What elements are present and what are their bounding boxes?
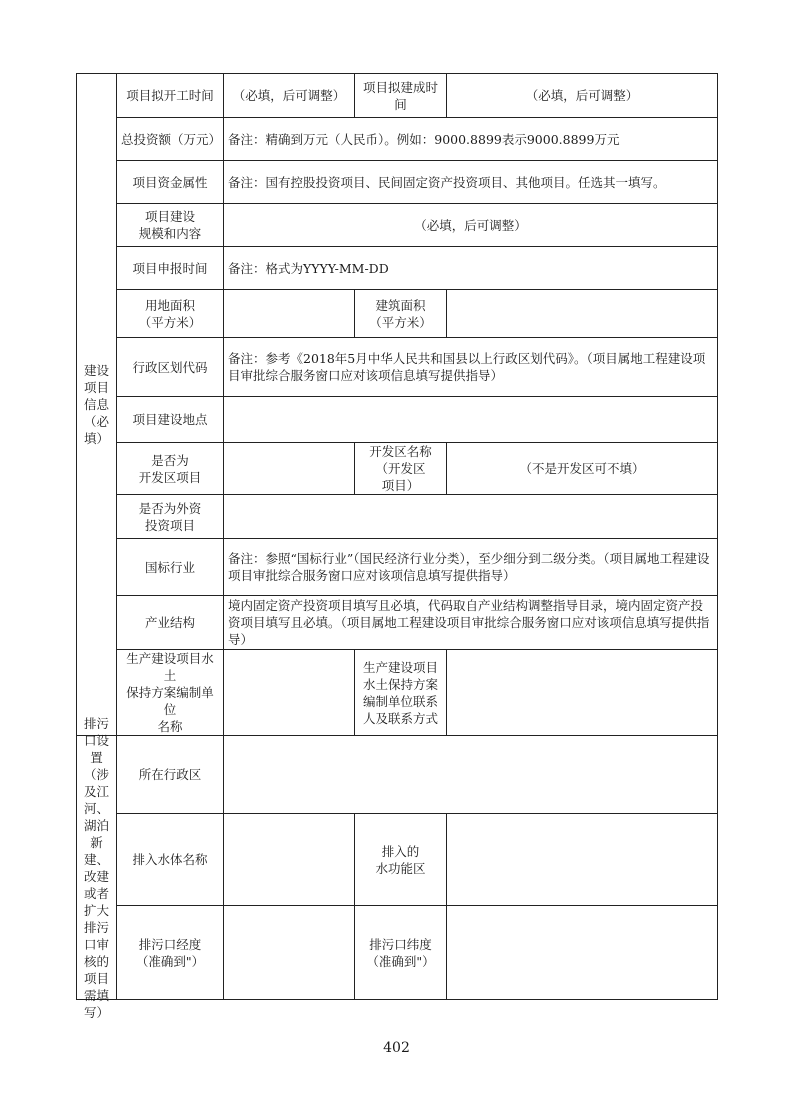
row-location bbox=[77, 397, 718, 443]
row-start-date bbox=[77, 74, 718, 118]
label-dev-zone: 是否为 开发区项目 bbox=[117, 443, 224, 495]
row-fund-attribute bbox=[77, 161, 718, 204]
label-division-code: 行政区划代码 bbox=[117, 338, 224, 397]
row-coordinates bbox=[77, 906, 718, 1000]
row-scale-content bbox=[77, 204, 718, 247]
label-dev-zone-name: 开发区名称 （开发区 项目） bbox=[355, 443, 447, 495]
label-industry: 国标行业 bbox=[117, 539, 224, 596]
value-division-code[interactable]: 备注：参考《2018年5月中华人民共和国县以上行政区划代码》。（项目属地工程建设项目审批综合服务窗口应对该项信息填写提供指导） bbox=[224, 338, 718, 397]
label-land-area: 用地面积 （平方米） bbox=[117, 290, 224, 338]
label-soil-plan-contact: 生产建设项目 水土保持方案 编制单位联系 人及联系方式 bbox=[355, 650, 447, 736]
value-fund-attribute[interactable]: 备注：国有控股投资项目、民间固定资产投资项目、其他项目。任选其一填写。 bbox=[224, 161, 718, 204]
row-declare-date bbox=[77, 247, 718, 290]
value-water-function-zone[interactable] bbox=[447, 814, 718, 906]
row-soil-plan bbox=[77, 650, 718, 736]
row-area bbox=[77, 290, 718, 338]
label-industry-structure: 产业结构 bbox=[117, 596, 224, 650]
label-water-function-zone: 排入的 水功能区 bbox=[355, 814, 447, 906]
label-foreign-investment: 是否为外资 投资项目 bbox=[117, 495, 224, 539]
label-location: 项目建设地点 bbox=[117, 397, 224, 443]
value-dev-zone[interactable] bbox=[224, 443, 355, 495]
row-foreign-investment bbox=[77, 495, 718, 539]
label-soil-plan-unit: 生产建设项目水土 保持方案编制单位 名称 bbox=[117, 650, 224, 736]
label-start-date: 项目拟开工时间 bbox=[117, 74, 224, 118]
label-fund-attribute: 项目资金属性 bbox=[117, 161, 224, 204]
label-declare-date: 项目申报时间 bbox=[117, 247, 224, 290]
row-water-body bbox=[77, 814, 718, 906]
value-industry-structure[interactable]: 境内固定资产投资项目填写且必填，代码取自产业结构调整指导目录，境内固定资产投资项目填写且必填。（项目属地工程建设项目审批综合服务窗口应对该项信息填写提供指导） bbox=[224, 596, 718, 650]
row-division-code bbox=[77, 338, 718, 397]
label-admin-region: 所在行政区 bbox=[117, 736, 224, 814]
row-industry-structure bbox=[77, 596, 718, 650]
value-start-date[interactable]: （必填，后可调整） bbox=[224, 74, 355, 118]
label-building-area: 建筑面积 （平方米） bbox=[355, 290, 447, 338]
row-industry bbox=[77, 539, 718, 596]
value-declare-date[interactable]: 备注：格式为YYYY-MM-DD bbox=[224, 247, 718, 290]
value-industry[interactable]: 备注：参照“国标行业”（国民经济行业分类），至少细分到二级分类。（项目属地工程建设项目审批综合服务窗口应对该项信息填写提供指导） bbox=[224, 539, 718, 596]
section-title-project-info: 建设项目信息（必填） bbox=[77, 74, 117, 736]
row-total-investment bbox=[77, 118, 718, 161]
value-total-investment[interactable]: 备注：精确到万元（人民币）。例如：9000.8899表示9000.8899万元 bbox=[224, 118, 718, 161]
value-soil-plan-unit[interactable] bbox=[224, 650, 355, 736]
label-total-investment: 总投资额（万元） bbox=[117, 118, 224, 161]
section-title-outfall: 排污口设置（涉及江河、湖泊新建、改建或者扩大排污口审核的项目需填写） bbox=[77, 736, 117, 1000]
value-land-area[interactable] bbox=[224, 290, 355, 338]
label-outfall-longitude: 排污口经度 （准确到"） bbox=[117, 906, 224, 1000]
value-admin-region[interactable] bbox=[224, 736, 718, 814]
value-completion-date[interactable]: （必填，后可调整） bbox=[447, 74, 718, 118]
label-outfall-latitude: 排污口纬度 （准确到"） bbox=[355, 906, 447, 1000]
value-foreign-investment[interactable] bbox=[224, 495, 718, 539]
label-completion-date: 项目拟建成时 间 bbox=[355, 74, 447, 118]
value-location[interactable] bbox=[224, 397, 718, 443]
value-dev-zone-name[interactable]: （不是开发区可不填） bbox=[447, 443, 718, 495]
value-scale-content[interactable]: （必填，后可调整） bbox=[224, 204, 718, 247]
value-outfall-latitude[interactable] bbox=[447, 906, 718, 1000]
value-outfall-longitude[interactable] bbox=[224, 906, 355, 1000]
project-info-form bbox=[76, 73, 718, 1020]
value-water-body[interactable] bbox=[224, 814, 355, 906]
page-number: 402 bbox=[383, 1040, 410, 1056]
value-building-area[interactable] bbox=[447, 290, 718, 338]
label-scale-content: 项目建设 规模和内容 bbox=[117, 204, 224, 247]
label-water-body: 排入水体名称 bbox=[117, 814, 224, 906]
value-soil-plan-contact[interactable] bbox=[447, 650, 718, 736]
row-admin-region bbox=[77, 736, 718, 814]
row-dev-zone bbox=[77, 443, 718, 495]
